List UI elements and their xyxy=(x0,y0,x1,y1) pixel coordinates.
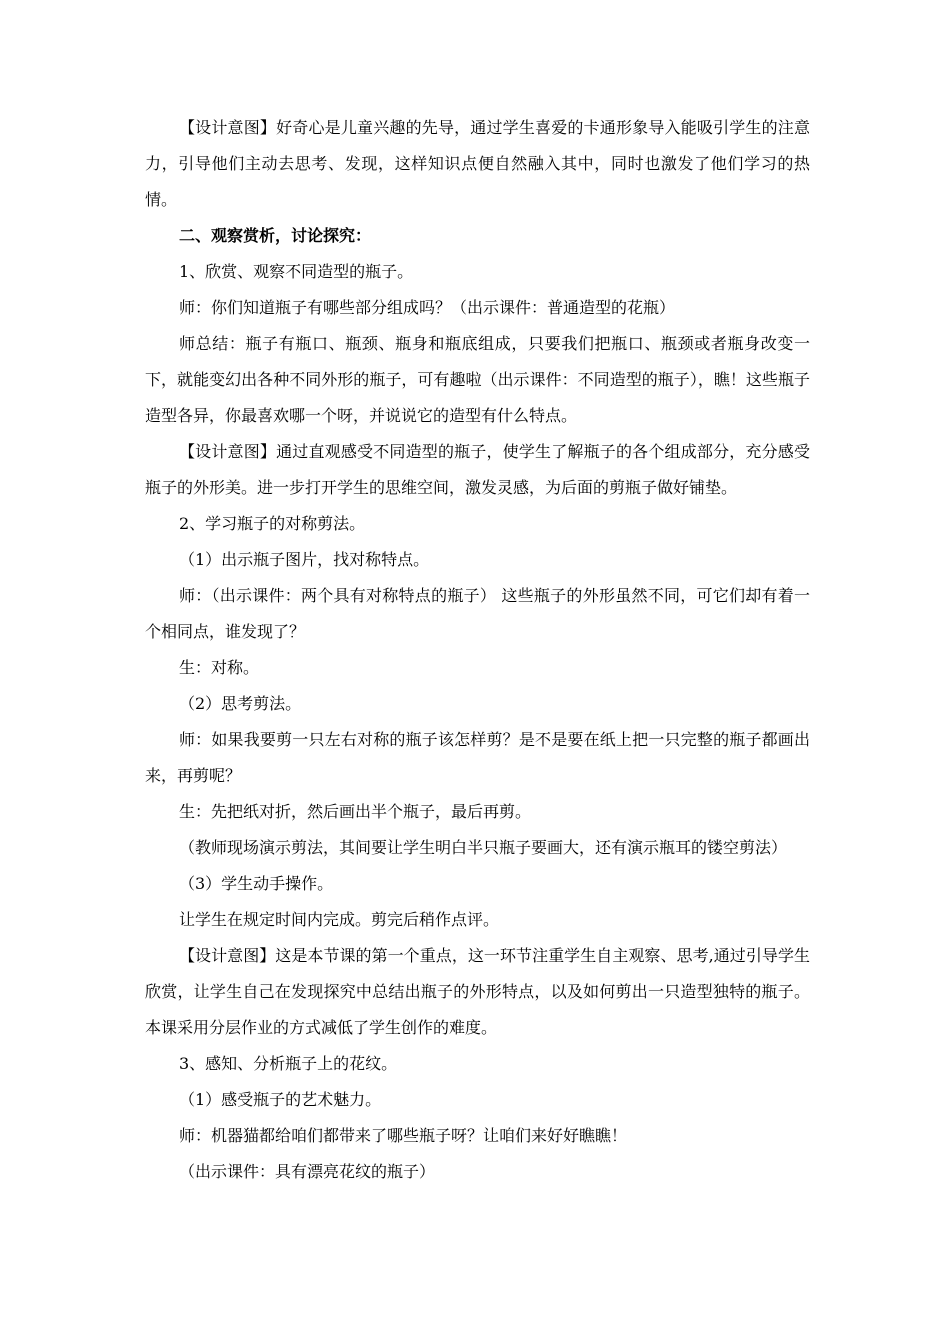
teacher-demo-note: （教师现场演示剪法，其间要让学生明白半只瓶子要画大，还有演示瓶耳的镂空剪法） xyxy=(179,838,788,857)
step-heading: 1、欣赏、观察不同造型的瓶子。 xyxy=(179,262,414,281)
design-intent-paragraph: 【设计意图】这是本节课的第一个重点，这一环节注重学生自主观察、思考,通过引导学生欣赏，让学生自己在发现探究中总结出瓶子的外形特点，以及如何剪出一只造型独特的瓶子。本课采用分层作业的方式减低了学生创作的难度。 xyxy=(145,946,810,1037)
student-answer: 生：对称。 xyxy=(179,658,260,677)
design-intent-paragraph: 【设计意图】通过直观感受不同造型的瓶子，使学生了解瓶子的各个组成部分，充分感受瓶子的外形美。进一步打开学生的思维空间，激发灵感，为后面的剪瓶子做好铺垫。 xyxy=(145,442,810,497)
teacher-question: 师：如果我要剪一只左右对称的瓶子该怎样剪？是不是要在纸上把一只完整的瓶子都画出来，再剪呢？ xyxy=(145,730,810,785)
teacher-question: 师：你们知道瓶子有哪些部分组成吗？（出示课件：普通造型的花瓶） xyxy=(179,298,676,317)
sub-step-heading: （1）感受瓶子的艺术魅力。 xyxy=(179,1090,382,1109)
sub-step-heading: （2）思考剪法。 xyxy=(179,694,302,713)
teacher-question: 师：机器猫都给咱们都带来了哪些瓶子呀？让咱们来好好瞧瞧！ xyxy=(179,1126,628,1145)
design-intent-paragraph: 【设计意图】好奇心是儿童兴趣的先导，通过学生喜爱的卡通形象导入能吸引学生的注意力，引导他们主动去思考、发现，这样知识点便自然融入其中，同时也激发了他们学习的热情。 xyxy=(145,118,810,209)
teacher-summary: 师总结：瓶子有瓶口、瓶颈、瓶身和瓶底组成，只要我们把瓶口、瓶颈或者瓶身改变一下，就能变幻出各种不同外形的瓶子，可有趣啦（出示课件：不同造型的瓶子），瞧！这些瓶子造型各异，你最喜欢哪一个呀，并说说它的造型有什么特点。 xyxy=(145,334,810,425)
instruction-paragraph: 让学生在规定时间内完成。剪完后稍作点评。 xyxy=(179,910,500,929)
sub-step-heading: （1）出示瓶子图片，找对称特点。 xyxy=(179,550,430,569)
step-heading: 3、感知、分析瓶子上的花纹。 xyxy=(179,1054,398,1073)
courseware-note: （出示课件：具有漂亮花纹的瓶子） xyxy=(179,1162,436,1181)
section-heading: 二、观察赏析，讨论探究： xyxy=(179,226,372,245)
sub-step-heading: （3）学生动手操作。 xyxy=(179,874,334,893)
document-body xyxy=(145,110,810,1190)
student-answer: 生：先把纸对折，然后画出半个瓶子，最后再剪。 xyxy=(179,802,532,821)
step-heading: 2、学习瓶子的对称剪法。 xyxy=(179,514,366,533)
teacher-question: 师：（出示课件：两个具有对称特点的瓶子） 这些瓶子的外形虽然不同，可它们却有着一个相同点，谁发现了？ xyxy=(145,586,810,641)
